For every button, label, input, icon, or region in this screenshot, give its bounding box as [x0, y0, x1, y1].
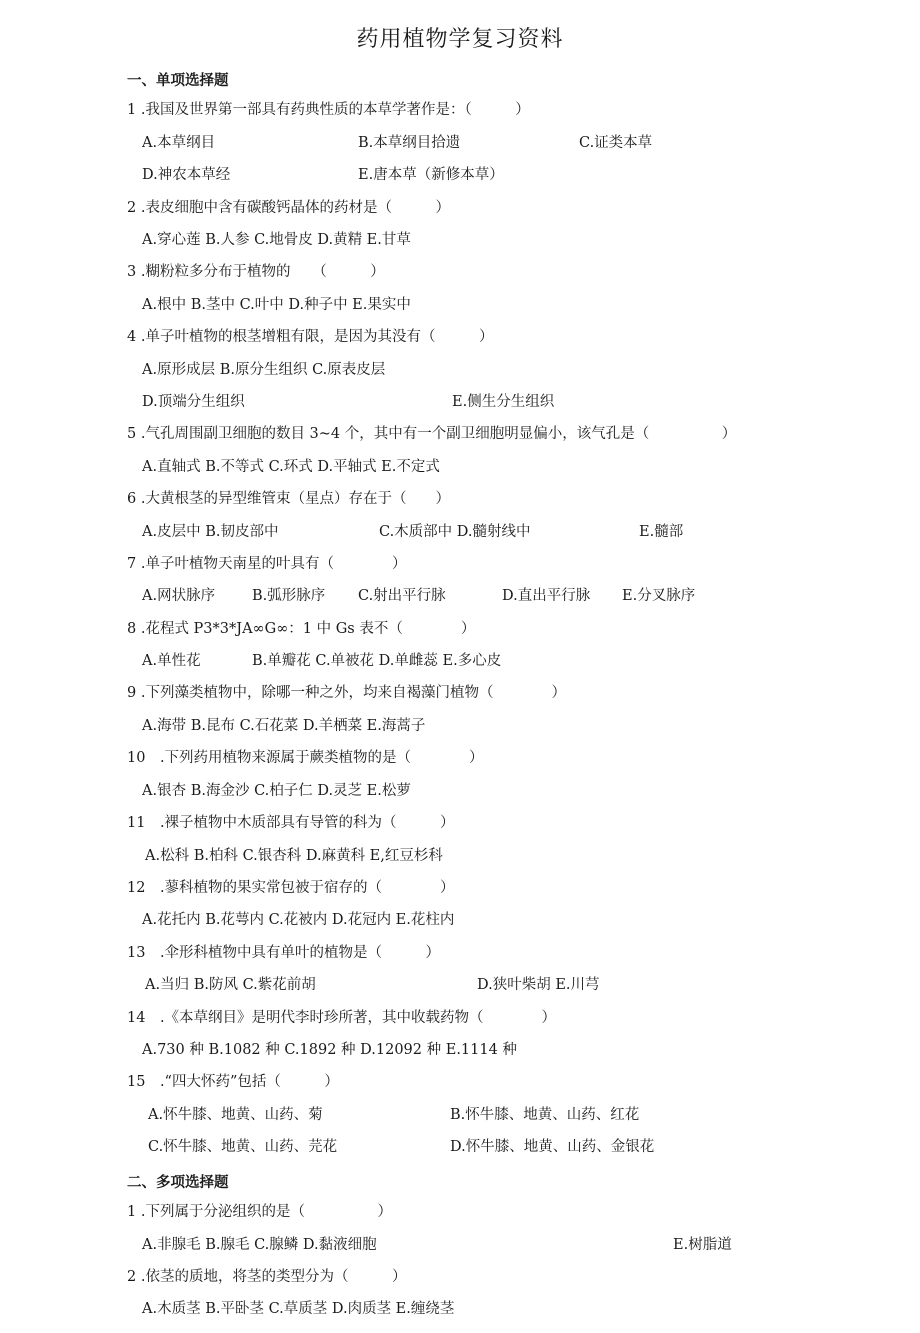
- multi-question-1-stem: 1 .下列属于分泌组织的是（ ）: [127, 1204, 392, 1220]
- question-11-stem: 11 .裸子植物中木质部具有导管的科为（ ）: [127, 815, 455, 831]
- question-14-options: A.730 种 B.1082 种 C.1892 种 D.12092 种 E.1114 种: [142, 1042, 517, 1058]
- question-5-stem: 5 .气孔周围副卫细胞的数目 3~4 个，其中有一个副卫细胞明显偏小，该气孔是（ ）: [127, 426, 737, 442]
- question-15-option-b: B.怀牛膝、地黄、山药、红花: [450, 1107, 640, 1123]
- section-heading-multiple-choice: 二、多项选择题: [127, 1175, 229, 1191]
- question-12-stem: 12 .蓼科植物的果实常包被于宿存的（ ）: [127, 880, 455, 896]
- question-9-stem: 9 .下列藻类植物中，除哪一种之外，均来自褐藻门植物（ ）: [127, 685, 566, 701]
- question-4-option-e: E.侧生分生组织: [452, 394, 555, 410]
- question-1-option-a: A.本草纲目: [142, 135, 216, 151]
- question-4-option-d: D.顶端分生组织: [142, 394, 245, 410]
- question-7-stem: 7 .单子叶植物天南星的叶具有（ ）: [127, 556, 407, 572]
- question-3-stem: 3 .糊粉粒多分布于植物的 （ ）: [127, 264, 385, 280]
- question-1-option-d: D.神农本草经: [142, 167, 231, 183]
- question-15-option-c: C.怀牛膝、地黄、山药、芫花: [148, 1139, 338, 1155]
- question-4-options-abc: A.原形成层 B.原分生组织 C.原表皮层: [142, 362, 386, 378]
- multi-question-2-options: A.木质茎 B.平卧茎 C.草质茎 D.肉质茎 E.缠绕茎: [142, 1301, 455, 1317]
- question-11-options: A.松科 B.柏科 C.银杏科 D.麻黄科 E,红豆杉科: [145, 848, 443, 864]
- question-1-stem: 1 .我国及世界第一部具有药典性质的本草学著作是：（ ）: [127, 102, 530, 118]
- question-10-stem: 10 .下列药用植物来源属于蕨类植物的是（ ）: [127, 750, 484, 766]
- question-2-stem: 2 .表皮细胞中含有碳酸钙晶体的药材是（ ）: [127, 200, 450, 216]
- question-13-stem: 13 .伞形科植物中具有单叶的植物是（ ）: [127, 945, 441, 961]
- question-2-options: A.穿心莲 B.人参 C.地骨皮 D.黄精 E.甘草: [142, 232, 411, 248]
- question-1-option-b: B.本草纲目拾遗: [358, 135, 461, 151]
- page-title: 药用植物学复习资料: [356, 27, 564, 52]
- question-13-options-de: D.狭叶柴胡 E.川芎: [477, 977, 600, 993]
- question-10-options: A.银杏 B.海金沙 C.柏子仁 D.灵芝 E.松萝: [142, 783, 411, 799]
- question-15-stem: 15 .“四大怀药”包括（ ）: [127, 1074, 339, 1090]
- multi-question-1-option-e: E.树脂道: [673, 1237, 732, 1253]
- question-7-option-e: E.分叉脉序: [622, 588, 696, 604]
- section-heading-single-choice: 一、单项选择题: [127, 73, 229, 89]
- question-8-option-a: A.单性花: [142, 653, 201, 669]
- question-4-stem: 4 .单子叶植物的根茎增粗有限，是因为其没有（ ）: [127, 329, 494, 345]
- question-14-stem: 14 .《本草纲目》是明代李时珍所著，其中收载药物（ ）: [127, 1010, 557, 1026]
- question-12-options: A.花托内 B.花萼内 C.花被内 D.花冠内 E.花柱内: [142, 912, 455, 928]
- question-13-options-abc: A.当归 B.防风 C.紫花前胡: [145, 977, 316, 993]
- question-6-options-cd: C.木质部中 D.髓射线中: [379, 524, 531, 540]
- question-8-stem: 8 .花程式 P3*3*JA∞G∞：1 中 Gs 表不（ ）: [127, 621, 476, 637]
- question-1-option-e: E.唐本草（新修本草）: [358, 167, 504, 183]
- question-5-options: A.直轴式 B.不等式 C.环式 D.平轴式 E.不定式: [142, 459, 440, 475]
- question-6-options-ab: A.皮层中 B.韧皮部中: [142, 524, 279, 540]
- question-7-option-b: B.弧形脉序: [252, 588, 326, 604]
- question-1-option-c: C.证类本草: [579, 135, 653, 151]
- question-3-options: A.根中 B.茎中 C.叶中 D.种子中 E.果实中: [142, 297, 411, 313]
- question-15-option-a: A.怀牛膝、地黄、山药、菊: [148, 1107, 323, 1123]
- question-8-options-bcde: B.单瓣花 C.单被花 D.单雌蕊 E.多心皮: [252, 653, 502, 669]
- question-9-options: A.海带 B.昆布 C.石花菜 D.羊栖菜 E.海蒿子: [142, 718, 426, 734]
- multi-question-2-stem: 2 .依茎的质地，将茎的类型分为（ ）: [127, 1269, 407, 1285]
- question-7-option-d: D.直出平行脉: [502, 588, 591, 604]
- question-6-option-e: E.髓部: [639, 524, 684, 540]
- question-6-stem: 6 .大黄根茎的异型维管束（星点）存在于（ ）: [127, 491, 450, 507]
- multi-question-1-options-abcd: A.非腺毛 B.腺毛 C.腺鳞 D.黏液细胞: [142, 1237, 377, 1253]
- question-7-option-a: A.网状脉序: [142, 588, 216, 604]
- question-7-option-c: C.射出平行脉: [358, 588, 446, 604]
- question-15-option-d: D.怀牛膝、地黄、山药、金银花: [450, 1139, 655, 1155]
